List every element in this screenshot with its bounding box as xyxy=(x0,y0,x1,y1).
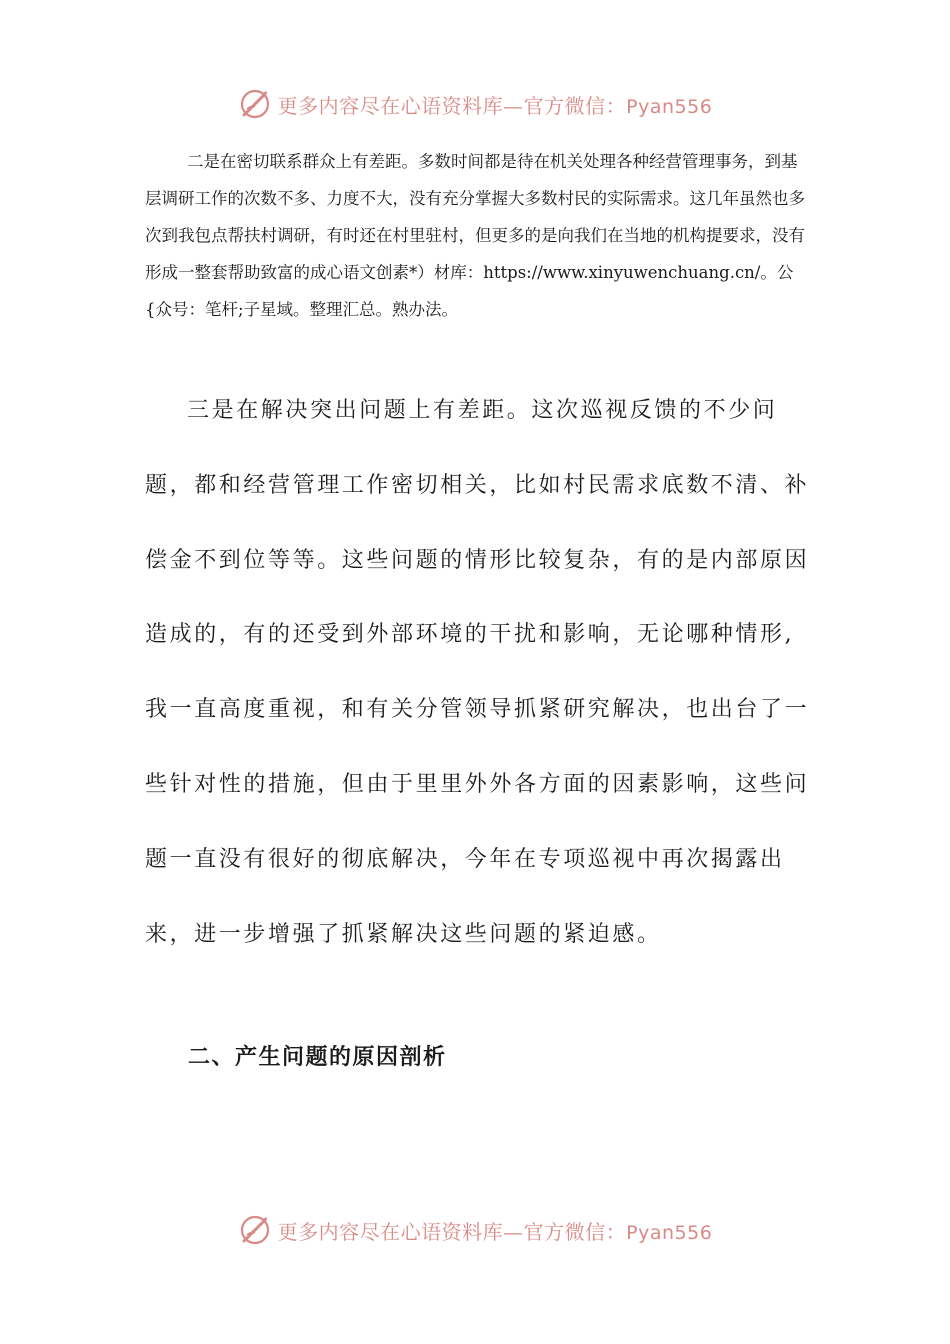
pen-logo-icon xyxy=(238,1213,272,1247)
header-banner xyxy=(0,84,950,124)
section-heading: 二、产生问题的原因剖析 xyxy=(188,1045,447,1070)
footer-banner-text: 更多内容尽在心语资料库—官方微信：Pyan556 xyxy=(277,1219,713,1244)
header-banner-text: 更多内容尽在心语资料库—官方微信：Pyan556 xyxy=(277,93,713,118)
pen-logo-icon xyxy=(238,87,272,121)
footer-banner xyxy=(0,1210,950,1250)
footer-wechat-id: Pyan556 xyxy=(626,1221,713,1244)
paragraph-solve-problems: 三是在解决突出问题上有差距。这次巡视反馈的不少问题，都和经营管理工作密切相关，比如村民需求底数不清、补偿金不到位等等。这些问题的情形比较复杂，有的是内部原因造成的，有的还受到外部环境的干扰和影响，无论哪种情形,我一直高度重视，和有关分管领导抓紧研究解决，也出台了一些针对性的措施，但由于里里外外各方面的因素影响，这些问题一直没有很好的彻底解决，今年在专项巡视中再次揭露出来，进一步增强了抓紧解决这些问题的紧迫感。 xyxy=(145,398,810,947)
paragraph-contact-masses: 二是在密切联系群众上有差距。多数时间都是待在机关处理各种经营管理事务，到基层调研工作的次数不多、力度不大，没有充分掌握大多数村民的实际需求。这几年虽然也多次到我包点帮扶村调研，有时还在村里驻村，但更多的是向我们在当地的机构提要求，没有形成一整套帮助致富的成心语文创素*）材库：https://www.xinyuwenchuang.cn/。公{众号：笔杆;子星域。整理汇总。熟办法。 xyxy=(145,152,805,319)
header-wechat-id: Pyan556 xyxy=(626,95,713,118)
